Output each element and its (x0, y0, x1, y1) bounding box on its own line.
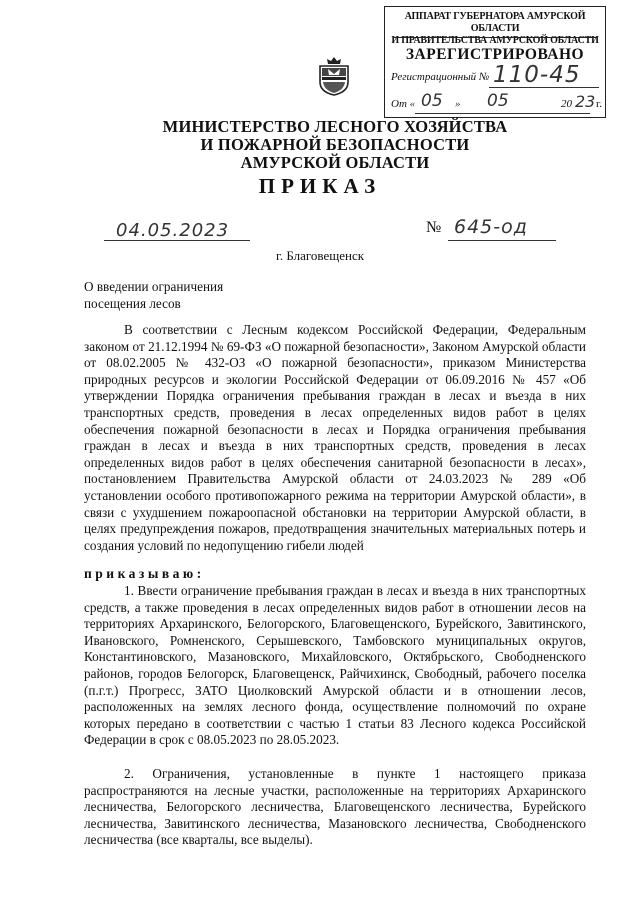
stamp-year-mark: г. (596, 98, 603, 110)
decree-word: приказываю: (84, 566, 205, 581)
order-number-label: № (426, 219, 442, 236)
order-item-1: 1. Ввести ограничение пребывания граждан в лесах и въезда в них транспортных средств, а также проведения в лесах определенных видов работ в отношении лесов на территориях Архаринского, Белогорского, Благовещенского, Бурейского, Завитинского, Ивановского, Ромненского, Серышевского, Тамбовского муниципальных округов, Константиновского, Мазановского, Михайловского, Октябрьского, Свободненского районов, городов Белогорск, Благовещенск, Райчихинск, Свободный, рабочего поселка (п.г.т.) Прогресс, ЗАТО Циолковский Амурской области и в отношении лесов, расположенных на землях лесного фонда, осуществление полномочий по охране которых передано в соответствии с частью 1 статьи 83 Лесного кодекса Российской Федерации в срок с 08.05.2023 по 28.05.2023. (84, 583, 586, 748)
stamp-org-line2: И ПРАВИТЕЛЬСТВА АМУРСКОЙ ОБЛАСТИ (391, 35, 599, 46)
order-subject (84, 279, 304, 312)
stamp-date-day-close: » (455, 98, 461, 110)
stamp-date-month: 05 (487, 91, 509, 111)
document-type: ПРИКАЗ (258, 174, 382, 198)
order-subject-line1: О введении ограничения (84, 279, 224, 294)
ministry-header (150, 118, 520, 172)
order-number: 645-од (454, 216, 528, 238)
city: г. Благовещенск (275, 248, 365, 263)
stamp-reg-number: 110-45 (493, 62, 581, 88)
preamble-paragraph: В соответствии с Лесным кодексом Российской Федерации, Федеральным законом от 21.12.1994 № 69-ФЗ «О пожарной безопасности», Законом Амурской области от 08.02.2005 № 432-ОЗ «О пожарной безопасности», приказом Министерства природных ресурсов и экологии Российской Федерации от 06.09.2016 № 457 «Об утверждении Порядка ограничения пребывания граждан в лесах и въезда в них транспортных средств, проведения в лесах определенных видов работ в целях обеспечения пожарной безопасности в лесах и Порядка ограничения пребывания граждан в лесах и въезда в них транспортных средств, проведения в лесах определенных видов работ в целях обеспечения санитарной безопасности в лесах», постановлением Правительства Амурской области от 24.03.2023 № 289 «Об установлении особого противопожарного режима на территории Амурской области», в связи с ухудшением пожароопасной обстановки на территории Амурской области, в целях предупреждения пожаров, предотвращения значительных материальных потерь и создания условий по недопущению гибели людей (84, 322, 586, 553)
stamp-year-prefix: 20 (561, 98, 572, 110)
stamp-year-suffix: 23 (575, 92, 596, 111)
stamp-date-prefix: От « (391, 98, 416, 110)
order-item-2: 2. Ограничения, установленные в пункте 1 настоящего приказа распространяются на лесные участки, расположенные на территориях Архаринского лесничества, Белогорского лесничества, Благовещенского лесничества, Бурейского лесничества, Завитинского лесничества, Мазановского лесничества, Свободненского лесничества (все кварталы, все выделы). (84, 766, 586, 848)
stamp-reg-label: Регистрационный № (391, 71, 490, 83)
order-subject-line2: посещения лесов (84, 295, 181, 311)
order-number-underline (448, 240, 556, 241)
ministry-header-line2: И ПОЖАРНОЙ БЕЗОПАСНОСТИ (200, 135, 470, 154)
stamp-status: ЗАРЕГИСТРИРОВАНО (405, 46, 585, 63)
order-date-underline (104, 240, 250, 241)
stamp-organization (385, 11, 605, 47)
stamp-org-line1: АППАРАТ ГУБЕРНАТОРА АМУРСКОЙ ОБЛАСТИ (404, 11, 586, 34)
ministry-header-line3: АМУРСКОЙ ОБЛАСТИ (240, 153, 430, 172)
ministry-header-line1: МИНИСТЕРСТВО ЛЕСНОГО ХОЗЯЙСТВА (162, 117, 508, 136)
stamp-divider (393, 37, 597, 38)
stamp-date-day: 05 (421, 91, 443, 111)
coat-of-arms-icon (317, 56, 351, 96)
registration-stamp (384, 6, 606, 118)
stamp-date-underline (415, 113, 590, 114)
stamp-reg-underline (489, 87, 599, 88)
order-date: 04.05.2023 (116, 220, 230, 241)
